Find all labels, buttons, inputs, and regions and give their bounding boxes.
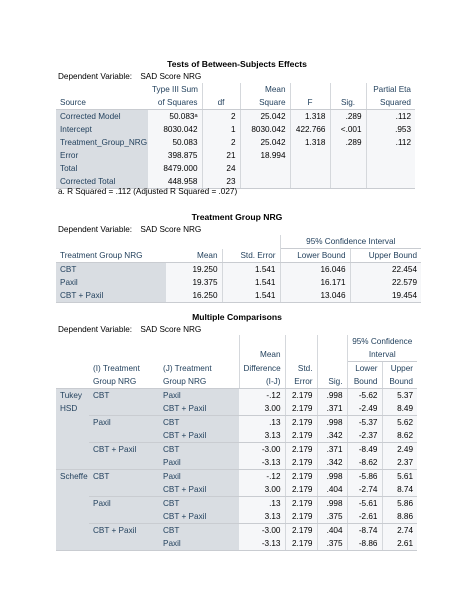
between-subjects-title: Tests of Between-Subjects Effects (167, 59, 307, 69)
row-i-group (89, 456, 159, 470)
cell-sig: .371 (317, 402, 347, 416)
cell-df: 2 (202, 136, 240, 149)
header-group: Treatment Group NRG (56, 249, 166, 263)
cell-pe (366, 162, 415, 175)
dependent-variable-value: SAD Score NRG (140, 72, 202, 81)
cell-ms (240, 175, 290, 189)
row-method (56, 497, 89, 511)
table-footnote: a. R Squared = .112 (Adjusted R Squared = .027) (58, 187, 238, 196)
row-method (56, 537, 89, 551)
between-subjects-table (56, 83, 415, 189)
cell-se: 1.541 (222, 263, 280, 277)
row-source: Corrected Total (56, 175, 148, 189)
row-j-group: Paxil (159, 537, 239, 551)
row-j-group: CBT + Paxil (159, 510, 239, 524)
cell-lb: -2.74 (347, 483, 382, 497)
cell-upper: 19.454 (350, 289, 421, 303)
cell-ub: 8.74 (382, 483, 417, 497)
header-ss-line1: Type III Sum (148, 83, 202, 96)
header-lb-line1: Lower (347, 362, 382, 376)
row-method (56, 429, 89, 443)
cell-ub: 8.86 (382, 510, 417, 524)
cell-md: -3.00 (239, 443, 285, 457)
row-source: Treatment_Group_NRG (56, 136, 148, 149)
cell-df: 2 (202, 110, 240, 124)
row-method (56, 443, 89, 457)
cell-md: 3.00 (239, 483, 285, 497)
cell-sig: .375 (317, 510, 347, 524)
table-row (56, 123, 415, 136)
row-source: Corrected Model (56, 110, 148, 124)
header-ms-line1: Mean (240, 83, 290, 96)
cell-sig: .371 (317, 443, 347, 457)
row-i-group (89, 483, 159, 497)
row-j-group: CBT + Paxil (159, 402, 239, 416)
cell-df: 21 (202, 149, 240, 162)
table-row (56, 263, 421, 277)
table-row (56, 276, 421, 289)
cell-upper: 22.454 (350, 263, 421, 277)
cell-lower: 13.046 (280, 289, 350, 303)
dependent-variable-line (58, 225, 207, 234)
cell-md: 3.13 (239, 429, 285, 443)
cell-ss: 448.958 (148, 175, 202, 189)
dependent-variable-label: Dependent Variable: (58, 325, 133, 334)
cell-sig: <.001 (330, 123, 366, 136)
cell-ub: 8.49 (382, 402, 417, 416)
dependent-variable-label: Dependent Variable: (58, 72, 133, 81)
table-row (56, 497, 417, 511)
header-se-line1: Std. (285, 362, 317, 376)
header-blank (56, 83, 148, 96)
cell-se: 2.179 (285, 483, 317, 497)
row-i-group: CBT + Paxil (89, 443, 159, 457)
cell-ss: 8030.042 (148, 123, 202, 136)
header-upper-bound: Upper Bound (350, 249, 421, 263)
header-j-line2: Group NRG (159, 375, 239, 389)
table-row (56, 456, 417, 470)
cell-mean: 16.250 (166, 289, 222, 303)
cell-ss: 8479.000 (148, 162, 202, 175)
row-method (56, 456, 89, 470)
row-j-group: CBT + Paxil (159, 429, 239, 443)
cell-lb: -5.62 (347, 389, 382, 403)
table-row (56, 429, 417, 443)
cell-lb: -8.62 (347, 456, 382, 470)
cell-ub: 2.49 (382, 443, 417, 457)
multiple-comparisons-title: Multiple Comparisons (192, 312, 282, 322)
cell-ms: 25.042 (240, 136, 290, 149)
row-j-group: Paxil (159, 470, 239, 484)
cell-md: -.12 (239, 470, 285, 484)
cell-se: 1.541 (222, 289, 280, 303)
cell-f (290, 175, 330, 189)
header-i-line2: Group NRG (89, 375, 159, 389)
row-method: HSD (56, 402, 89, 416)
treatment-group-title: Treatment Group NRG (191, 212, 283, 222)
cell-ss: 398.875 (148, 149, 202, 162)
table-row (56, 483, 417, 497)
row-group: CBT + Paxil (56, 289, 166, 303)
row-j-group: CBT + Paxil (159, 483, 239, 497)
header-ub-line1: Upper (390, 364, 413, 373)
cell-se: 2.179 (285, 402, 317, 416)
cell-lower: 16.171 (280, 276, 350, 289)
header-j-line1: (J) Treatment (159, 362, 239, 376)
table-row (56, 537, 417, 551)
cell-se: 2.179 (285, 470, 317, 484)
row-i-group: CBT (89, 470, 159, 484)
cell-se: 2.179 (285, 443, 317, 457)
cell-lb: -2.49 (347, 402, 382, 416)
cell-sig (330, 149, 366, 162)
row-i-group: CBT + Paxil (89, 524, 159, 538)
cell-md: 3.13 (239, 510, 285, 524)
cell-upper: 22.579 (350, 276, 421, 289)
row-j-group: CBT (159, 416, 239, 430)
cell-pe (366, 175, 415, 189)
row-method (56, 510, 89, 524)
cell-ub: 8.62 (382, 429, 417, 443)
table-row (56, 289, 421, 303)
cell-f: 422.766 (290, 123, 330, 136)
cell-se: 2.179 (285, 389, 317, 403)
header-md-line3: (I-J) (239, 375, 285, 389)
cell-ss: 50.083 (148, 136, 202, 149)
cell-se: 1.541 (222, 276, 280, 289)
table-row (56, 110, 415, 124)
header-ci-line1: 95% Confidence (352, 337, 413, 346)
table-row (56, 149, 415, 162)
cell-f (290, 162, 330, 175)
cell-lb: -8.49 (347, 443, 382, 457)
cell-lb: -5.61 (347, 497, 382, 511)
header-source: Source (56, 96, 148, 110)
cell-sig: .289 (330, 136, 366, 149)
cell-se: 2.179 (285, 456, 317, 470)
cell-lb: -2.61 (347, 510, 382, 524)
row-j-group: CBT (159, 497, 239, 511)
cell-ms: 25.042 (240, 110, 290, 124)
treatment-group-table (56, 235, 421, 303)
cell-se: 2.179 (285, 524, 317, 538)
row-j-group: Paxil (159, 389, 239, 403)
row-method (56, 483, 89, 497)
header-ms-line2: Square (240, 96, 290, 110)
table-row (56, 510, 417, 524)
cell-pe: .112 (366, 110, 415, 124)
cell-lb: -5.37 (347, 416, 382, 430)
row-i-group (89, 510, 159, 524)
cell-md: .13 (239, 497, 285, 511)
dependent-variable-label: Dependent Variable: (58, 225, 133, 234)
cell-lb: -2.37 (347, 429, 382, 443)
cell-ub: 5.37 (382, 389, 417, 403)
cell-sig: .998 (317, 470, 347, 484)
cell-sig: .998 (317, 497, 347, 511)
row-j-group: Paxil (159, 456, 239, 470)
dependent-variable-line (58, 325, 207, 334)
cell-sig: .404 (317, 524, 347, 538)
cell-df: 24 (202, 162, 240, 175)
cell-f (290, 149, 330, 162)
cell-sig: .404 (317, 483, 347, 497)
row-j-group: CBT (159, 443, 239, 457)
row-method: Tukey (56, 389, 89, 403)
table-row (56, 416, 417, 430)
cell-ms (240, 162, 290, 175)
cell-ms: 18.994 (240, 149, 290, 162)
header-mean: Mean (166, 249, 222, 263)
header-df: df (202, 96, 240, 110)
header-ci-line2: Interval (347, 348, 417, 362)
cell-md: .13 (239, 416, 285, 430)
cell-se: 2.179 (285, 510, 317, 524)
header-ci: 95% Confidence Interval (280, 235, 421, 249)
cell-se: 2.179 (285, 537, 317, 551)
cell-sig (330, 175, 366, 189)
cell-ub: 5.62 (382, 416, 417, 430)
table-row (56, 136, 415, 149)
table-row (56, 162, 415, 175)
header-std-error: Std. Error (222, 249, 280, 263)
header-md-line1: Mean (239, 348, 285, 362)
cell-lower: 16.046 (280, 263, 350, 277)
table-row (56, 402, 417, 416)
cell-sig: .998 (317, 389, 347, 403)
row-group: Paxil (56, 276, 166, 289)
header-f: F (290, 96, 330, 110)
cell-sig: .375 (317, 537, 347, 551)
cell-f: 1.318 (290, 110, 330, 124)
header-i-line1: (I) Treatment (93, 363, 140, 373)
row-i-group (89, 429, 159, 443)
row-method: Scheffe (56, 470, 89, 484)
cell-ss: 50.083ᵃ (148, 110, 202, 124)
cell-sig (330, 162, 366, 175)
header-md-line2: Difference (239, 362, 285, 376)
dependent-variable-value: SAD Score NRG (140, 325, 202, 334)
dependent-variable-line (58, 72, 207, 81)
header-pe-line1: Partial Eta (373, 85, 411, 94)
row-i-group (89, 402, 159, 416)
cell-pe: .112 (366, 136, 415, 149)
row-source: Error (56, 149, 148, 162)
row-i-group: Paxil (89, 416, 159, 430)
cell-md: -.12 (239, 389, 285, 403)
cell-mean: 19.375 (166, 276, 222, 289)
cell-mean: 19.250 (166, 263, 222, 277)
cell-ms: 8030.042 (240, 123, 290, 136)
cell-sig: .289 (330, 110, 366, 124)
multiple-comparisons-table (56, 335, 417, 551)
header-se-line2: Error (285, 375, 317, 389)
header-lb-line2: Bound (347, 375, 382, 389)
cell-f: 1.318 (290, 136, 330, 149)
row-method (56, 416, 89, 430)
cell-ub: 5.61 (382, 470, 417, 484)
row-i-group: CBT (89, 389, 159, 403)
table-row (56, 470, 417, 484)
cell-se: 2.179 (285, 497, 317, 511)
cell-md: 3.00 (239, 402, 285, 416)
cell-se: 2.179 (285, 429, 317, 443)
header-sig: Sig. (317, 375, 347, 389)
header-pe-line2: Squared (366, 96, 415, 110)
cell-sig: .342 (317, 456, 347, 470)
header-lower-bound: Lower Bound (280, 249, 350, 263)
header-ub-line2: Bound (382, 375, 417, 389)
row-method (56, 524, 89, 538)
cell-ub: 2.37 (382, 456, 417, 470)
cell-lb: -8.74 (347, 524, 382, 538)
row-source: Total (56, 162, 148, 175)
cell-df: 23 (202, 175, 240, 189)
dependent-variable-value: SAD Score NRG (140, 225, 202, 234)
cell-ub: 2.74 (382, 524, 417, 538)
table-row (56, 389, 417, 403)
table-row (56, 443, 417, 457)
cell-ub: 5.86 (382, 497, 417, 511)
cell-df: 1 (202, 123, 240, 136)
cell-lb: -5.86 (347, 470, 382, 484)
cell-md: -3.13 (239, 456, 285, 470)
cell-se: 2.179 (285, 416, 317, 430)
header-sig: Sig. (330, 96, 366, 110)
row-group: CBT (56, 263, 166, 277)
cell-ub: 2.61 (382, 537, 417, 551)
cell-pe: .953 (366, 123, 415, 136)
table-row (56, 524, 417, 538)
cell-md: -3.13 (239, 537, 285, 551)
cell-lb: -8.86 (347, 537, 382, 551)
row-source: Intercept (56, 123, 148, 136)
cell-pe (366, 149, 415, 162)
header-ss-line2: of Squares (148, 96, 202, 110)
cell-sig: .342 (317, 429, 347, 443)
cell-sig: .998 (317, 416, 347, 430)
row-i-group (89, 537, 159, 551)
cell-md: -3.00 (239, 524, 285, 538)
row-j-group: CBT (159, 524, 239, 538)
row-i-group: Paxil (89, 497, 159, 511)
